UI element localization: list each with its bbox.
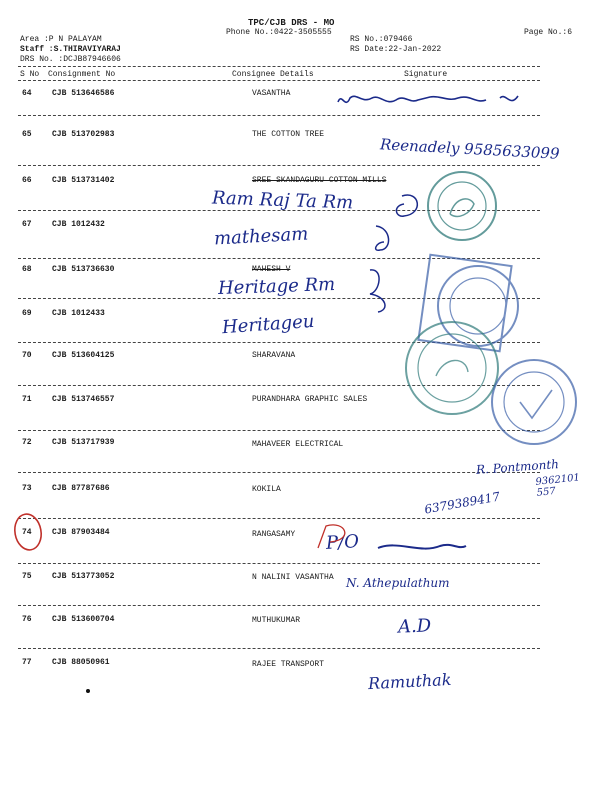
row-consignment: CJB 513773052 xyxy=(52,572,115,581)
p-stroke-74 xyxy=(318,525,345,548)
row-sno: 73 xyxy=(22,484,32,493)
row-sno: 75 xyxy=(22,572,32,581)
signature-65: Reenadely 9585633099 xyxy=(379,135,560,163)
row-consignment: CJB 1012433 xyxy=(52,309,105,318)
signature-75: N. Athepulathum xyxy=(346,576,450,590)
row-consignee: PURANDHARA GRAPHIC SALES xyxy=(252,395,368,404)
signature-77: Ramuthak xyxy=(367,669,452,694)
page-number: Page No.:6 xyxy=(524,28,573,37)
row-consignment: CJB 513717939 xyxy=(52,438,115,447)
row-sno: 64 xyxy=(22,89,32,98)
row-consignee: RANGASAMY xyxy=(252,530,296,539)
col-consignee: Consignee Details xyxy=(232,70,314,79)
health-insurance-stamp xyxy=(418,255,518,352)
row-consignee: SHARAVANA xyxy=(252,351,296,360)
signature-scribble-64 xyxy=(338,96,518,102)
row-sno: 65 xyxy=(22,130,32,139)
row-sno: 77 xyxy=(22,658,32,667)
red-circle-74 xyxy=(12,512,44,552)
row-consignee: MAHAVEER ELECTRICAL xyxy=(252,440,344,449)
row-consignee: KOKILA xyxy=(252,485,281,494)
row-consignee: RAJEE TRANSPORT xyxy=(252,660,325,669)
col-consignment: Consignment No xyxy=(48,70,116,79)
row-consignment: CJB 513731402 xyxy=(52,176,115,185)
row-consignment: CJB 513702983 xyxy=(52,130,115,139)
rs-date: RS Date:22-Jan-2022 xyxy=(350,45,442,54)
row-sno: 71 xyxy=(22,395,32,404)
row-consignment: CJB 513736630 xyxy=(52,265,115,274)
signature-74: P/O xyxy=(325,531,360,554)
row-consignee: VASANTHA xyxy=(252,89,291,98)
row-consignee: MAHESH V xyxy=(252,265,291,274)
row-sno: 66 xyxy=(22,176,32,185)
row-consignment: CJB 88050961 xyxy=(52,658,110,667)
signature-scribble-66 xyxy=(396,195,417,216)
row-sno: 76 xyxy=(22,615,32,624)
row-sno: 70 xyxy=(22,351,32,360)
phone-number: Phone No.:0422-3505555 xyxy=(226,28,332,37)
signature-66: Ram Raj Ta Rm xyxy=(211,187,354,214)
row-consignee: SREE SKANDAGURU COTTON MILLS xyxy=(252,176,387,185)
col-sno: S No xyxy=(20,70,40,79)
row-consignee: N NALINI VASANTHA xyxy=(252,573,334,582)
strike-74 xyxy=(378,545,466,549)
sheet-title: TPC/CJB DRS - MO xyxy=(248,18,335,28)
graphic-sales-seal xyxy=(492,360,576,444)
signature-73: 6379389417 xyxy=(423,489,501,517)
col-signature: Signature xyxy=(404,70,448,79)
rs-number: RS No.:079466 xyxy=(350,35,413,44)
signature-68: Heritage Rm xyxy=(217,273,336,300)
signature-scribble-67 xyxy=(376,226,389,250)
row-consignment: CJB 513604125 xyxy=(52,351,115,360)
row-sno: 69 xyxy=(22,309,32,318)
signature-76: A.D xyxy=(397,615,432,638)
row-consignment: CJB 87787686 xyxy=(52,484,110,493)
signature-67: mathesam xyxy=(213,223,309,250)
row-consignment: CJB 87903484 xyxy=(52,528,110,537)
row-consignment: CJB 513746557 xyxy=(52,395,115,404)
row-consignee: THE COTTON TREE xyxy=(252,130,325,139)
staff-label: Staff :S.THIRAVIYARAJ xyxy=(20,45,121,54)
ink-dot xyxy=(86,689,90,693)
company-stamp xyxy=(428,172,496,240)
phone-note-number: 9362101 557 xyxy=(535,472,581,499)
row-consignment: CJB 1012432 xyxy=(52,220,105,229)
drs-number: DRS No. :DCJB87946606 xyxy=(20,55,121,64)
row-sno: 67 xyxy=(22,220,32,229)
row-consignee: MUTHUKUMAR xyxy=(252,616,301,625)
row-sno: 68 xyxy=(22,265,32,274)
phone-note-name: R. Pontmonth xyxy=(475,457,560,477)
signature-scribble-68 xyxy=(370,270,385,312)
row-sno: 72 xyxy=(22,438,32,447)
row-consignment: CJB 513646586 xyxy=(52,89,115,98)
area-label: Area :P N PALAYAM xyxy=(20,35,102,44)
row-sno: 74 xyxy=(22,528,32,537)
row-consignment: CJB 513600704 xyxy=(52,615,115,624)
signature-69: Heritageu xyxy=(221,310,316,339)
